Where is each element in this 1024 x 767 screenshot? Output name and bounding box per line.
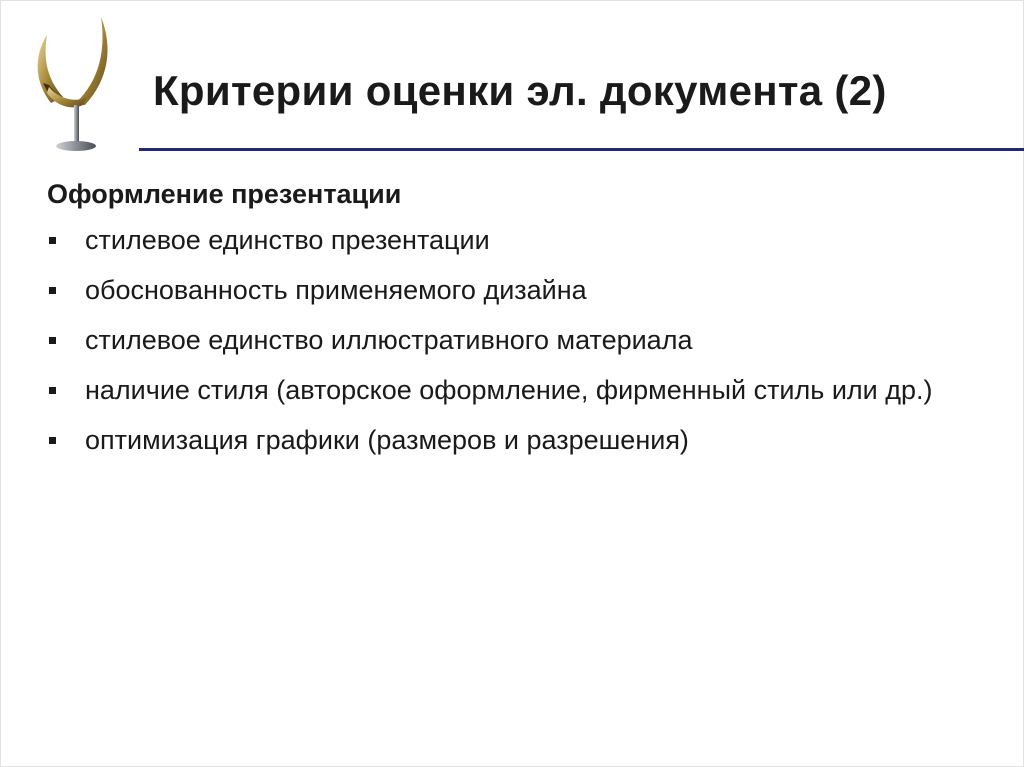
slide-title: Критерии оценки эл. документа (2) — [153, 67, 887, 114]
title-divider — [139, 148, 1024, 151]
bullet-list — [47, 221, 987, 459]
list-item-text: стилевое единство презентации — [85, 225, 490, 255]
square-bullet-icon — [49, 437, 56, 444]
square-bullet-icon — [49, 337, 56, 344]
list-item-text: оптимизация графики (размеров и разрешения) — [85, 425, 689, 455]
square-bullet-icon — [49, 287, 56, 294]
list-item-text: наличие стиля (авторское оформление, фирменный стиль или др.) — [85, 375, 933, 405]
list-item-text: обоснованность применяемого дизайна — [85, 275, 587, 305]
list-item — [47, 321, 985, 359]
list-item — [47, 371, 985, 409]
goblet-sculpture-logo — [29, 13, 125, 153]
list-item — [47, 421, 985, 459]
list-item-text: стилевое единство иллюстративного материала — [85, 325, 693, 355]
list-item — [47, 271, 985, 309]
list-item — [47, 221, 985, 259]
section-heading: Оформление презентации — [47, 179, 402, 209]
square-bullet-icon — [49, 387, 56, 394]
square-bullet-icon — [49, 237, 56, 244]
slide-content — [47, 177, 987, 471]
